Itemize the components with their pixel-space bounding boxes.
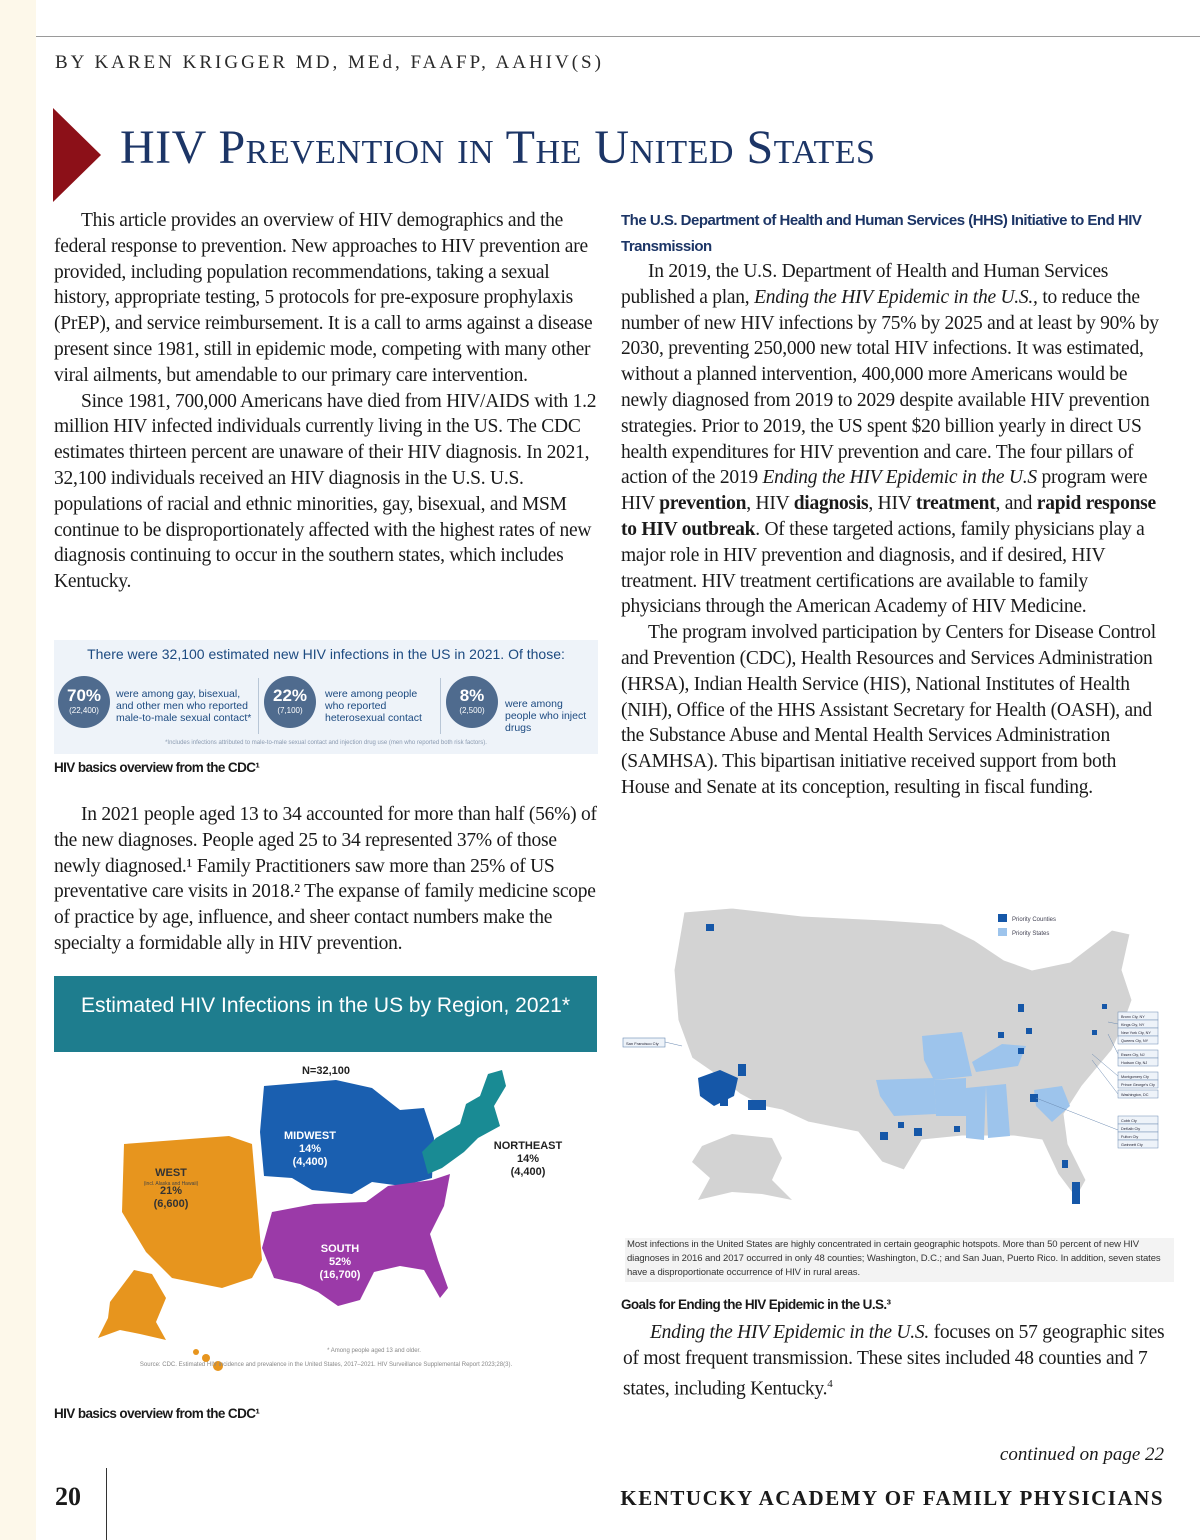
stat-circle: [264, 676, 316, 728]
priority-county: [998, 1032, 1004, 1038]
priority-county-arizona: [698, 1070, 738, 1106]
priority-county: [748, 1100, 766, 1110]
page-margin-strip: [0, 0, 36, 1540]
goals-text: [623, 1320, 1168, 1402]
legend-label: Priority Counties: [1012, 917, 1057, 923]
region-west-count: (6,600): [153, 1198, 189, 1210]
region-map-chart: [54, 1052, 598, 1392]
stat-percent: 8%: [459, 686, 485, 705]
county-label: Queens Cty, NY: [1121, 1039, 1149, 1043]
page-number: 20: [55, 1482, 81, 1511]
priority-county: [1030, 1094, 1038, 1102]
priority-county: [1092, 1030, 1097, 1035]
paragraph: Since 1981, 700,000 Americans have died from HIV/AIDS with 1.2 million HIV infected individuals currently living in the US. The CDC estimates thirteen percent are unaware of their HIV diagnosis. In 2021, 32,100 individuals received an HIV diagnosis in the U.S. U.S. populations of racial and ethnic minorities, gay, bisexual, and MSM continue to be disproportionately affected with the highest rates of new diagnosis continuing to occur in the southern states, which includes Kentucky.: [54, 390, 597, 593]
region-alaska-shape: [98, 1270, 166, 1340]
stat-percent: 22%: [272, 686, 308, 705]
chart-footnote: * Among people aged 13 and older.: [327, 1348, 421, 1354]
priority-jurisdictions-map: [622, 900, 1166, 1230]
hhs-initiative-text: [621, 259, 1166, 801]
county-label: Gwinnett Cty: [1121, 1143, 1143, 1147]
header-rule: [36, 36, 1200, 37]
legend-label: Priority States: [1012, 931, 1050, 937]
map-caption: Most infections in the United States are highly concentrated in certain geographic hotspots. More than 50 percent of new HIV diagnoses in 2016 and 2017 occurred in only 48 counties; Washington, D.C.; and San Juan, Puerto Rico. In addition, seven states have a disproportionate occurrence of HIV in rural areas.: [625, 1238, 1174, 1282]
figure-caption: HIV basics overview from the CDC¹: [54, 760, 260, 775]
county-label: New York Cty, NY: [1121, 1031, 1151, 1035]
county-label: Fulton Cty: [1121, 1135, 1139, 1139]
stat-description: were among people who inject drugs: [505, 698, 587, 734]
region-midwest-count: (4,400): [292, 1156, 328, 1168]
legend-priority-states-swatch: [998, 928, 1007, 936]
priority-county: [1018, 1004, 1024, 1012]
county-label: Hudson Cty, NJ: [1121, 1061, 1148, 1065]
region-northeast-shape: [422, 1070, 506, 1174]
paragraph: In 2021 people aged 13 to 34 accounted for more than half (56%) of the new diagnoses. People aged 25 to 34 represented 37% of those newly diagnosed.¹ Family Practitioners saw more than 25% of US preventative care visits in 2018.² The expanse of family medicine scope of practice by age, influence, and sheer contact numbers make the specialty a formidable ally in HIV prevention.: [54, 804, 597, 954]
total-label: N=32,100: [301, 1065, 351, 1077]
region-south-shape: [262, 1174, 450, 1306]
publication-name: KENTUCKY ACADEMY OF FAMILY PHYSICIANS: [620, 1486, 1164, 1510]
divider: [440, 678, 441, 734]
sf-label: San Francisco Cty: [626, 1041, 659, 1046]
region-west-note: (incl. Alaska and Hawaii): [143, 1181, 199, 1187]
stat-count: (2,500): [459, 706, 485, 715]
paragraph: In 2019, the U.S. Department of Health and Human Services published a plan, Ending the HIV Epidemic in the U.S., to reduce the number of new HIV infections by 75% by 2025 and at least by 90% by 2030, preventing 250,000 new total HIV infections. It was estimated, without a planned intervention, 400,000 more Americans would be newly diagnosed from 2019 to 2029 despite available HIV prevention strategies. Prior to 2019, the US spent $20 billion yearly in direct US health expenditures for HIV prevention and care. The four pillars of action of the 2019 Ending the HIV Epidemic in the U.S program were HIV prevention, HIV diagnosis, HIV treatment, and rapid response to HIV outbreak. Of these targeted actions, family physicians play a major role in HIV prevention and diagnosis, and if desired, HIV treatment. HIV treatment certifications are available to family physicians through the American Academy of HIV Medicine.: [621, 261, 1159, 618]
region-chart-header: [54, 976, 597, 1052]
chart-title: Estimated HIV Infections in the US by Region, 2021*: [80, 994, 571, 1017]
priority-state-mississippi: [966, 1086, 986, 1140]
priority-county: [914, 1128, 922, 1136]
region-northeast-name: NORTHEAST: [493, 1140, 563, 1152]
region-northeast-pct: 14%: [516, 1153, 540, 1165]
stat-circle: [446, 676, 498, 728]
infographic-footnote: *Includes infections attributed to male-to-male sexual contact and injection drug use (men who reported both risk factors).: [165, 740, 487, 746]
county-label: Washington, DC: [1121, 1093, 1149, 1097]
legend-priority-counties-swatch: [998, 914, 1007, 922]
priority-county: [954, 1126, 960, 1132]
region-west-name: WEST: [155, 1167, 187, 1179]
county-label: Prince George's Cty: [1121, 1083, 1155, 1087]
priority-county: [880, 1132, 888, 1140]
article-title: HIV Prevention in The United States: [120, 121, 876, 174]
region-west-shape: [122, 1136, 262, 1288]
region-hawaii-shape: [193, 1349, 199, 1355]
region-midwest-name: MIDWEST: [284, 1130, 336, 1142]
county-label: Cobb Cty: [1121, 1119, 1137, 1123]
title-arrow-icon: [53, 108, 101, 202]
priority-state-arkansas: [934, 1078, 966, 1116]
stat-percent: 70%: [66, 686, 102, 705]
priority-county: [1062, 1160, 1068, 1168]
region-south-name: SOUTH: [320, 1243, 360, 1255]
divider: [258, 678, 259, 734]
priority-county: [720, 1096, 728, 1106]
chart-source: Source: CDC. Estimated HIV incidence and prevalence in the United States, 2017–2021. HIV Surveillance Supplemental Report 2023;28(3).: [139, 1362, 513, 1368]
county-label: DeKalb Cty: [1121, 1127, 1141, 1131]
region-south-pct: 52%: [328, 1256, 352, 1268]
body-text: [54, 802, 606, 957]
priority-county: [738, 1064, 746, 1076]
priority-county: [1072, 1182, 1080, 1204]
infographic-headline: There were 32,100 estimated new HIV infections in the US in 2021. Of those:: [87, 646, 565, 662]
paragraph: This article provides an overview of HIV demographics and the federal response to prevention. New approaches to HIV prevention are provided, including population recommendations, taking a sexual history, appropriate testing, 5 protocols for pre-exposure prophylaxis (PrEP), and service reimbursement. It is a call to arms against a disease present since 1981, still in epidemic mode, competing with many other viral ailments, but amendable to our primary care intervention.: [54, 210, 593, 386]
region-midwest-pct: 14%: [298, 1143, 322, 1155]
priority-county: [1018, 1048, 1024, 1054]
figure-caption: HIV basics overview from the CDC¹: [54, 1406, 260, 1421]
county-label: Bronx Cty, NY: [1121, 1015, 1145, 1019]
byline: BY KAREN KRIGGER MD, MEd, FAAFP, AAHIV(S): [55, 52, 604, 73]
paragraph: Ending the HIV Epidemic in the U.S. focuses on 57 geographic sites of most frequent transmission. These sites included 48 counties and 7 states, including Kentucky.$^4$: [623, 1322, 1165, 1400]
priority-county: [706, 924, 714, 931]
paragraph: The program involved participation by Centers for Disease Control and Prevention (CDC), Health Resources and Services Administration (HRSA), Indian Health Service (HIS), National Institutes of Health (NIH), Office of the HHS Assistant Secretary for Health (OASH), and the Substance Abuse and Mental Health Services Administration (SAMHSA). This bipartisan initiative received support from both House and Senate at its conception, resulting in fiscal funding.: [621, 622, 1156, 798]
intro-text: [54, 208, 606, 595]
sf-leader-line: [665, 1042, 682, 1046]
region-west-pct: 21%: [159, 1185, 183, 1197]
region-hawaii-shape: [202, 1354, 210, 1362]
region-south-count: (16,700): [319, 1269, 361, 1281]
continued-note: continued on page 22: [999, 1444, 1164, 1465]
priority-state-alabama: [986, 1084, 1010, 1138]
stat-count: (22,400): [69, 706, 99, 715]
cdc-infographic: [54, 640, 598, 754]
figure-caption: Goals for Ending the HIV Epidemic in the U.S.³: [621, 1297, 891, 1312]
priority-county: [1026, 1028, 1032, 1034]
stat-description: were among gay, bisexual, and other men who reported male-to-male sexual contact*: [116, 688, 252, 724]
alaska-shape: [692, 1134, 792, 1200]
stat-circle: [58, 676, 110, 728]
priority-county: [1102, 1004, 1107, 1009]
county-label: Montgomery Cty: [1121, 1075, 1149, 1079]
county-label: Essex Cty, NJ: [1121, 1053, 1145, 1057]
county-label: Kings Cty, NY: [1121, 1023, 1145, 1027]
priority-county: [898, 1122, 904, 1128]
region-northeast-count: (4,400): [510, 1166, 546, 1178]
stat-count: (7,100): [277, 706, 303, 715]
stat-description: were among people who reported heterosexual contact: [325, 688, 422, 724]
section-heading: The U.S. Department of Health and Human Services (HHS) Initiative to End HIV Transmission: [621, 212, 1142, 255]
footer-divider: [106, 1468, 107, 1540]
